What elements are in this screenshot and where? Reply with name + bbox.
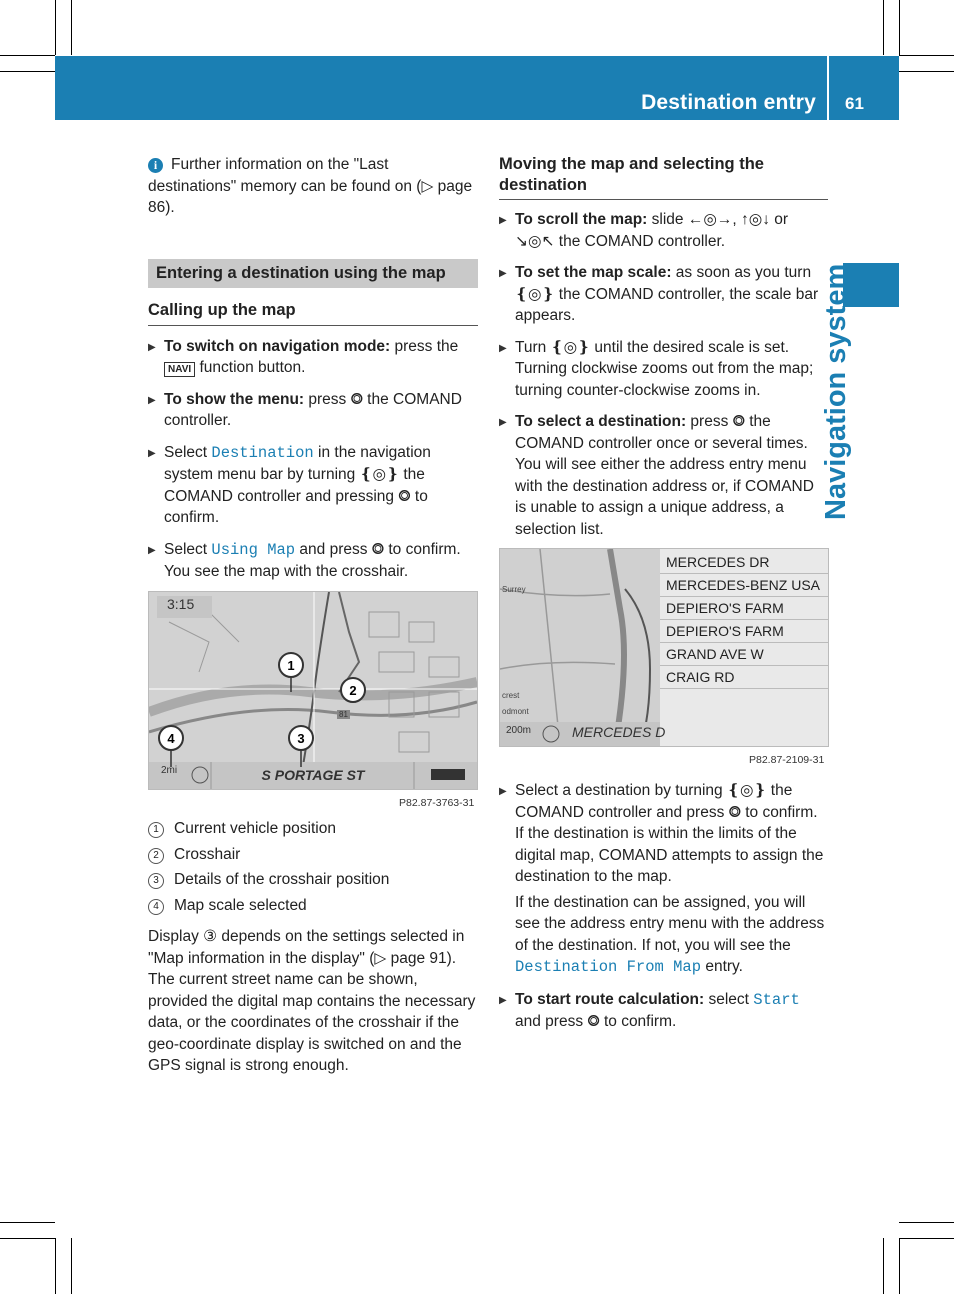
map-label: Surrey — [502, 585, 526, 594]
map-scale: 2mi — [161, 765, 178, 776]
crop-mark — [899, 0, 900, 55]
navi-key-icon: NAVI — [164, 362, 195, 377]
menu-item-destination: Destination — [211, 443, 314, 462]
legend-number: 4 — [148, 899, 164, 915]
step-label: To set the map scale: — [515, 264, 672, 281]
crop-mark — [71, 1238, 72, 1294]
legend-text: Details of the crosshair position — [174, 871, 390, 888]
step-start-route — [499, 989, 828, 1033]
step-select-using-map — [148, 539, 478, 583]
assign-paragraph — [499, 892, 828, 979]
step-text: You see the map with the crosshair. — [164, 563, 409, 580]
step-text: as soon as you turn ❴◎❵ the COMAND controller, the scale bar appears. — [515, 264, 819, 324]
step-text: select — [704, 990, 754, 1008]
crop-mark — [0, 55, 55, 56]
step-label: To select a destination: — [515, 413, 687, 430]
list-item[interactable]: MERCEDES-BENZ USA — [660, 574, 828, 597]
crop-mark — [0, 71, 55, 72]
subhead-moving-map: Moving the map and selecting the destination — [499, 154, 828, 200]
step-select-destination — [148, 442, 478, 529]
svg-text:2: 2 — [349, 683, 357, 698]
legend-item — [148, 818, 478, 840]
menu-item-using-map: Using Map — [211, 540, 296, 559]
map-label: odmont — [502, 707, 529, 716]
step-label: To show the menu: — [164, 390, 305, 408]
crop-mark — [899, 71, 954, 72]
svg-text:3: 3 — [297, 731, 305, 746]
figure-caption: P82.87-2109-31 — [749, 754, 825, 766]
map-image — [149, 592, 477, 789]
step-select-dest — [499, 411, 828, 540]
legend-text: Crosshair — [174, 845, 241, 863]
step-show-menu — [148, 389, 478, 432]
step-text: function button. — [195, 359, 306, 376]
figure-caption: P82.87-3763-31 — [399, 797, 475, 809]
selection-list — [660, 551, 828, 689]
menu-item-destination-from-map: Destination From Map — [515, 958, 702, 976]
step-label: To scroll the map: — [515, 211, 648, 228]
step-text: If the destination is within the limits of the digital map, COMAND attempts to assign the destination to the map. — [515, 825, 824, 885]
step-text: slide ←◎→, ↑◎↓ or ↘◎↖ the COMAND controller. — [515, 211, 789, 250]
info-note — [148, 154, 478, 219]
legend-text: Map scale selected — [174, 896, 307, 914]
legend-item — [148, 869, 478, 891]
step-switch-nav — [148, 336, 478, 379]
svg-text:4: 4 — [167, 731, 175, 746]
section-title: Entering a destination using the map — [148, 259, 478, 289]
list-item[interactable]: DEPIERO'S FARM — [660, 597, 828, 620]
step-text: and press ⭗ to confirm. — [295, 540, 461, 558]
display-paragraph: Display ③ depends on the settings selected in "Map information in the display" (▷ page 91). The current street name can be shown, provided the digital map contains the necessary data, or the coordinates of the crosshair if the geo-coordinate display is switched on and the GPS signal is strong enough. — [148, 928, 476, 1074]
left-column — [148, 154, 478, 583]
menu-item-start: Start — [753, 990, 800, 1009]
list-item[interactable]: CRAIG RD — [660, 666, 828, 689]
side-tab-label: Navigation system — [820, 263, 852, 520]
page-number: 61 — [845, 94, 864, 113]
list-item[interactable]: MERCEDES DR — [660, 551, 828, 574]
crop-mark — [883, 1238, 884, 1294]
step-label: To start route calculation: — [515, 990, 705, 1008]
step-text: Turning clockwise zooms out from the map; turning counter-clockwise zooms in. — [515, 360, 814, 399]
subhead-calling-map: Calling up the map — [148, 300, 478, 326]
map-screenshot-crosshair — [148, 591, 478, 790]
step-text: Turn ❴◎❵ until the desired scale is set. — [515, 338, 790, 356]
step-label: To switch on navigation mode: — [164, 337, 391, 355]
legend-number: 1 — [148, 822, 164, 838]
crop-mark — [0, 1222, 55, 1223]
step-text: Select — [164, 540, 212, 558]
crop-mark — [899, 1238, 954, 1239]
step-text: in the navigation system menu bar by turning ❴◎❵ the COMAND controller and pressing ⭗ to confirm. — [164, 443, 431, 526]
legend-number: 3 — [148, 873, 164, 889]
header-divider — [827, 56, 829, 120]
info-icon: i — [148, 158, 163, 173]
info-text: Further information on the "Last destinations" memory can be found on (▷ page 86). — [148, 156, 473, 216]
step-scroll-map — [499, 209, 828, 252]
step-set-scale — [499, 262, 828, 327]
legend-number: 2 — [148, 848, 164, 864]
road-label: 81 — [339, 710, 348, 719]
list-item[interactable]: GRAND AVE W — [660, 643, 828, 666]
step-text: and press ⭗ to confirm. — [515, 1013, 677, 1030]
step-turn-scale — [499, 337, 828, 402]
legend-item — [148, 895, 478, 917]
crop-mark — [71, 0, 72, 55]
step-text: press the — [390, 337, 459, 355]
map-scale: 200m — [506, 725, 532, 736]
crop-mark — [883, 0, 884, 55]
step-text: Select a destination by turning ❴◎❵ the COMAND controller and press ⭗ to confirm. — [515, 782, 818, 821]
legend-text: Current vehicle position — [174, 820, 336, 837]
legend-block — [148, 818, 478, 1077]
step-text: entry. — [701, 958, 743, 975]
crop-mark — [55, 1238, 56, 1294]
crop-mark — [899, 1238, 900, 1294]
right-column-lower — [499, 770, 828, 1033]
step-text: If the destination can be assigned, you will see the address entry menu with the address of the destination. If not, you will see the — [515, 893, 825, 954]
svg-text:1: 1 — [287, 658, 295, 673]
crop-mark — [899, 55, 954, 56]
map-street-name: MERCEDES D — [572, 724, 666, 740]
crop-mark — [899, 1222, 954, 1223]
map-time: 3:15 — [167, 596, 195, 612]
step-text: press ⭗ the COMAND controller once or several times. You will see either the address entry menu with the destination address or, if COMAND is unable to assign a unique address, a selection list. — [515, 413, 814, 538]
step-select-by-turning — [499, 780, 828, 888]
right-column — [499, 154, 828, 540]
legend-item — [148, 844, 478, 866]
crop-mark — [0, 1238, 55, 1239]
crop-mark — [55, 0, 56, 55]
step-text: Select — [164, 443, 212, 461]
map-screenshot-selection-list — [499, 548, 829, 747]
page-title: Destination entry — [641, 91, 816, 114]
list-item[interactable]: DEPIERO'S FARM — [660, 620, 828, 643]
map-street-name: S PORTAGE ST — [261, 767, 365, 783]
step-text: press ⭗ the COMAND controller. — [164, 390, 462, 429]
map-label: crest — [502, 691, 520, 700]
